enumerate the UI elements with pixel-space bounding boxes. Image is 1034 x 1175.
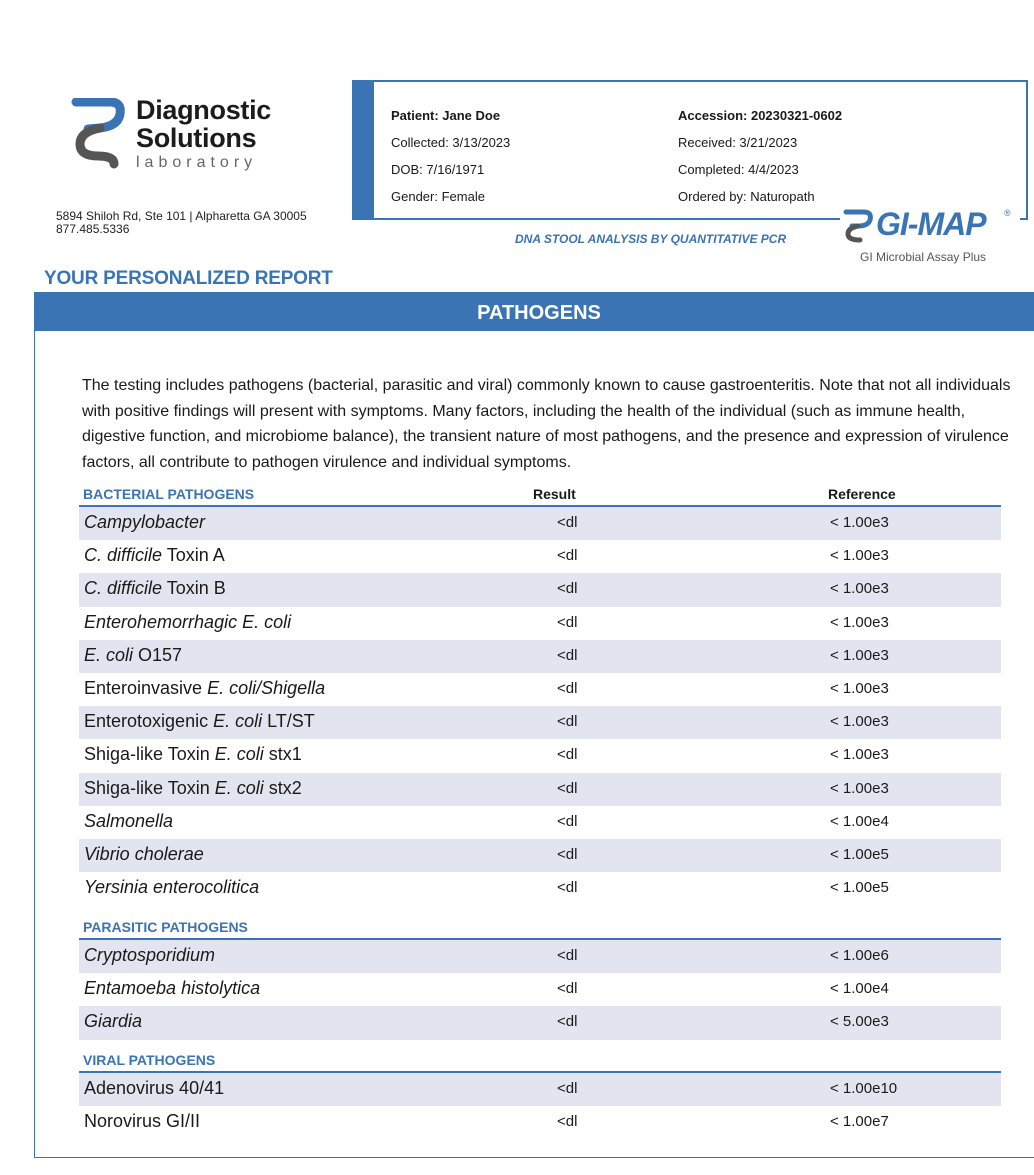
- pathogen-name-part: E. coli/Shigella: [207, 677, 326, 698]
- pathogen-name-part: E. coli: [214, 744, 264, 765]
- table-row: [79, 540, 1001, 573]
- pathogen-name: [84, 778, 302, 799]
- pathogen-name-part: Adenovirus 40/41: [84, 1078, 225, 1098]
- reference-range: < 1.00e5: [830, 879, 889, 897]
- pathogen-name-part: O157: [133, 644, 183, 665]
- pathogen-name-part: C. difficile: [84, 578, 163, 599]
- pathogen-name: [84, 811, 173, 832]
- intro-text: The testing includes pathogens (bacterial, parasitic and viral) commonly known to cause gastroenteritis. Note that not all individuals with positive findings will present with symptoms. Many factors, including the health of the individual (such as immune health, digestive function, and microbiome balance), the transient nature of most pathogens, and the presence and expression of virulence factors, all contribute to pathogen virulence and individual symptoms.: [82, 377, 1011, 471]
- result-value: <dl: [557, 613, 578, 631]
- pathogen-name: [84, 1111, 200, 1132]
- pathogen-name: [84, 877, 259, 898]
- pathogen-name: [84, 844, 204, 865]
- table-row: [79, 773, 1001, 806]
- dob: DOB: 7/16/1971: [391, 162, 485, 177]
- table-row: [79, 806, 1001, 839]
- test-title: DNA STOOL ANALYSIS BY QUANTITATIVE PCR: [515, 232, 787, 246]
- section-title: VIRAL PATHOGENS: [83, 1052, 216, 1068]
- reference-range: < 1.00e4: [830, 980, 889, 998]
- table-row: [79, 607, 1001, 640]
- pathogen-name-part: Enterohemorrhagic E. coli: [84, 611, 292, 632]
- pathogen-name-part: stx2: [263, 777, 302, 798]
- table-row: [79, 673, 1001, 706]
- lab-name: Diagnostic Solutions: [136, 95, 272, 153]
- patient-info-right: [678, 102, 842, 210]
- pathogen-name-part: Toxin A: [162, 545, 225, 566]
- pathogen-name-part: Campylobacter: [84, 512, 206, 532]
- pathogen-name-part: Yersinia enterocolitica: [84, 877, 260, 898]
- table-row: [79, 640, 1001, 673]
- viral-section-header: [79, 1047, 1001, 1073]
- registered-mark: ®: [1004, 208, 1011, 218]
- patient-name: Patient: Jane Doe: [391, 108, 501, 123]
- result-value: <dl: [557, 947, 578, 964]
- result-value: <dl: [557, 812, 578, 830]
- table-row: [79, 839, 1001, 872]
- pathogen-name: [84, 1078, 224, 1099]
- lab-logo: [70, 96, 330, 181]
- pathogen-name-part: E. coli: [84, 644, 134, 665]
- lab-address: 5894 Shiloh Rd, Ste 101 | Alpharetta GA 30005: [56, 209, 307, 223]
- pathogen-name-part: Giardia: [84, 1011, 143, 1032]
- product-logo-icon: [842, 208, 876, 244]
- pathogen-name-part: E. coli: [214, 777, 264, 798]
- table-row: [79, 739, 1001, 772]
- report-title: YOUR PERSONALIZED REPORT: [44, 268, 333, 289]
- table-row: [79, 1073, 1001, 1106]
- reference-range: < 1.00e7: [830, 1113, 889, 1131]
- reference-range: < 1.00e3: [830, 679, 889, 697]
- accession-number: Accession: 20230321-0602: [678, 108, 843, 123]
- reference-column-header: Reference: [828, 486, 896, 502]
- lab-contact: [56, 210, 307, 236]
- reference-range: < 1.00e5: [830, 845, 889, 863]
- pathogen-name-part: Enterotoxigenic: [84, 711, 214, 732]
- pathogen-name: [84, 578, 226, 599]
- pathogen-name: [84, 678, 325, 699]
- pathogen-name: [84, 978, 260, 999]
- reference-range: < 1.00e3: [830, 646, 889, 664]
- pathogen-name: [84, 645, 182, 666]
- received-date: Received: 3/21/2023: [678, 135, 798, 150]
- pathogen-name-part: Enteroinvasive: [84, 677, 208, 698]
- result-value: <dl: [557, 1013, 578, 1031]
- parasitic-rows: [79, 940, 1001, 1040]
- result-value: <dl: [557, 1080, 578, 1097]
- pathogen-name-part: E. coli: [213, 711, 263, 732]
- pathogen-name: [84, 744, 302, 765]
- result-column-header: Result: [533, 486, 576, 502]
- lab-name-sub: laboratory: [136, 154, 258, 171]
- parasitic-section-header: [79, 914, 1001, 940]
- pathogen-name-part: Cryptosporidium: [84, 945, 216, 965]
- completed-date: Completed: 4/4/2023: [678, 162, 799, 177]
- pathogen-name-part: Shiga-like Toxin: [84, 777, 215, 798]
- product-subtitle: GI Microbial Assay Plus: [860, 250, 987, 264]
- reference-range: < 1.00e3: [830, 779, 889, 797]
- pathogen-name: [84, 512, 205, 533]
- pathogen-name: [84, 711, 315, 732]
- result-value: <dl: [557, 779, 578, 797]
- result-value: <dl: [557, 746, 578, 764]
- pathogen-name-part: C. difficile: [84, 545, 163, 566]
- table-row: [79, 507, 1001, 540]
- pathogen-name: [84, 612, 291, 633]
- table-row: [79, 1006, 1001, 1039]
- result-value: <dl: [557, 580, 578, 598]
- reference-range: < 1.00e3: [830, 713, 889, 731]
- collected-date: Collected: 3/13/2023: [391, 135, 511, 150]
- result-value: <dl: [557, 879, 578, 897]
- pathogen-name: [84, 1011, 142, 1032]
- reference-range: < 1.00e10: [830, 1080, 898, 1097]
- table-row: [79, 872, 1001, 905]
- pathogen-name: [84, 945, 215, 966]
- ordered-by: Ordered by: Naturopath: [678, 189, 815, 204]
- reference-range: < 1.00e6: [830, 947, 889, 964]
- result-value: <dl: [557, 514, 578, 531]
- table-row: [79, 706, 1001, 739]
- pathogen-name: [84, 545, 225, 566]
- result-value: <dl: [557, 679, 578, 697]
- lab-logo-icon: [70, 98, 126, 174]
- viral-rows: [79, 1073, 1001, 1139]
- result-value: <dl: [557, 713, 578, 731]
- result-value: <dl: [557, 1113, 578, 1131]
- table-row: [79, 1106, 1001, 1139]
- pathogen-name-part: Vibrio cholerae: [84, 843, 204, 864]
- section-title: BACTERIAL PATHOGENS: [83, 486, 255, 502]
- pathogen-name-part: Salmonella: [84, 810, 174, 831]
- result-value: <dl: [557, 547, 578, 565]
- result-value: <dl: [557, 845, 578, 863]
- reference-range: < 1.00e3: [830, 613, 889, 631]
- pathogen-name-part: LT/ST: [262, 711, 315, 732]
- section-title: PARASITIC PATHOGENS: [83, 919, 248, 935]
- gender: Gender: Female: [391, 189, 485, 204]
- table-row: [79, 573, 1001, 606]
- patient-info-box: [352, 80, 1028, 220]
- pathogen-name-part: Norovirus GI/II: [84, 1111, 201, 1132]
- product-name: GI-MAP: [876, 206, 986, 242]
- pathogen-name-part: Shiga-like Toxin: [84, 744, 215, 765]
- reference-range: < 1.00e3: [830, 580, 889, 598]
- pathogen-name-part: stx1: [263, 744, 302, 765]
- pathogen-name-part: Entamoeba histolytica: [84, 978, 261, 999]
- reference-range: < 5.00e3: [830, 1013, 889, 1031]
- reference-range: < 1.00e3: [830, 514, 889, 531]
- table-row: [79, 940, 1001, 973]
- pathogens-panel: [34, 292, 1034, 1158]
- reference-range: < 1.00e4: [830, 812, 889, 830]
- patient-info-left: [391, 102, 510, 210]
- bacterial-section-header: [79, 481, 1001, 507]
- bacterial-rows: [79, 507, 1001, 905]
- pathogen-name-part: Toxin B: [162, 578, 226, 599]
- result-value: <dl: [557, 980, 578, 998]
- panel-title: PATHOGENS: [35, 293, 1034, 331]
- table-row: [79, 973, 1001, 1006]
- reference-range: < 1.00e3: [830, 547, 889, 565]
- result-value: <dl: [557, 646, 578, 664]
- lab-phone: 877.485.5336: [56, 222, 130, 236]
- reference-range: < 1.00e3: [830, 746, 889, 764]
- product-logo: [840, 206, 1020, 266]
